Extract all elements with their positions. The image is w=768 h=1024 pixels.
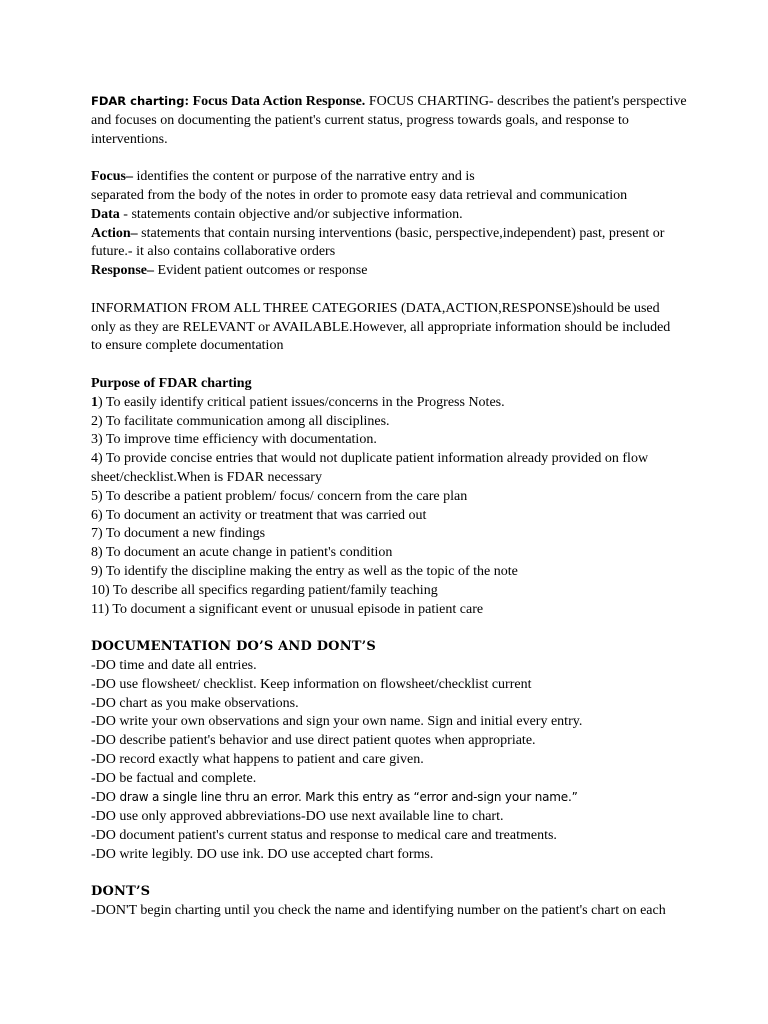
purpose-item-1-number: 1 (91, 394, 98, 410)
data-term: Data (91, 206, 120, 222)
purpose-item-1-text: ) To easily identify critical patient issues/concerns in the Progress Notes. (98, 394, 505, 410)
intro-line-1-rest: FOCUS CHARTING- describes the patient's perspective (365, 94, 687, 109)
focus-definition-line-1 (91, 168, 691, 187)
focus-term: Focus– (91, 169, 133, 185)
action-text: statements that contain nursing interventions (basic, perspective,independent) past, present or (137, 225, 665, 241)
spacer (91, 281, 691, 300)
purpose-item: 2) To facilitate communication among all disciplines. (91, 413, 390, 429)
purpose-item-1 (91, 394, 691, 413)
response-definition (91, 262, 691, 281)
purpose-item: 9) To identify the discipline making the entry as well as the topic of the note (91, 563, 518, 579)
purpose-item: 7) To document a new findings (91, 526, 266, 542)
information-line-2: only as they are RELEVANT or AVAILABLE.However, all appropriate information should be included (91, 319, 671, 335)
fdar-label: FDAR charting (91, 94, 185, 108)
do-item: -DO describe patient's behavior and use direct patient quotes when appropriate. (91, 733, 536, 749)
information-line-1: INFORMATION FROM ALL THREE CATEGORIES (DATA,ACTION,RESPONSE)should be used (91, 300, 660, 316)
document-body (91, 92, 691, 921)
spacer (91, 356, 691, 375)
do-item: -DO chart as you make observations. (91, 695, 299, 711)
intro-line-1 (91, 92, 691, 112)
purpose-item: 8) To document an acute change in patient's condition (91, 545, 393, 561)
focus-text: identifies the content or purpose of the narrative entry and is (133, 169, 475, 185)
do-item-error-prefix: -DO (91, 790, 116, 806)
purpose-item: 11) To document a significant event or unusual episode in patient care (91, 601, 484, 617)
do-item-error (91, 788, 691, 808)
do-item: -DO be factual and complete. (91, 770, 257, 786)
intro-line-3: interventions. (91, 131, 168, 147)
data-definition (91, 206, 691, 225)
focus-definition-line-2: separated from the body of the notes in order to promote easy data retrieval and communication (91, 187, 628, 203)
purpose-item: 3) To improve time efficiency with documentation. (91, 432, 377, 448)
dont-item: -DON'T begin charting until you check the name and identifying number on the patient's chart on each (91, 903, 666, 919)
data-text: - statements contain objective and/or subjective information. (119, 206, 463, 222)
intro-line-2: and focuses on documenting the patient's current status, progress towards goals, and response to (91, 112, 629, 128)
do-item-error-text: draw a single line thru an error. Mark this entry as “error and-sign your name.” (115, 790, 578, 805)
action-term: Action– (91, 225, 138, 241)
spacer (91, 865, 691, 884)
purpose-heading: Purpose of FDAR charting (91, 375, 252, 391)
information-line-3: to ensure complete documentation (91, 338, 284, 354)
purpose-item: 6) To document an activity or treatment that was carried out (91, 507, 427, 523)
purpose-item: 5) To describe a patient problem/ focus/ concern from the care plan (91, 488, 468, 504)
spacer (91, 619, 691, 638)
donts-heading: DONT’S (91, 884, 151, 900)
do-item: -DO use only approved abbreviations-DO use next available line to chart. (91, 809, 504, 825)
action-definition-line-1 (91, 225, 691, 244)
do-item: -DO record exactly what happens to patient and care given. (91, 751, 424, 767)
action-definition-line-2: future.- it also contains collaborative orders (91, 244, 336, 260)
purpose-item: sheet/checklist.When is FDAR necessary (91, 469, 322, 485)
do-item: -DO time and date all entries. (91, 657, 257, 673)
spacer (91, 149, 691, 168)
response-text: Evident patient outcomes or response (154, 263, 368, 279)
dos-heading: DOCUMENTATION DO’S AND DONT’S (91, 639, 376, 655)
response-term: Response– (91, 263, 155, 279)
do-item: -DO use flowsheet/ checklist. Keep information on flowsheet/checklist current (91, 676, 532, 692)
purpose-item: 10) To describe all specifics regarding patient/family teaching (91, 582, 438, 598)
do-item: -DO document patient's current status and response to medical care and treatments. (91, 828, 557, 844)
purpose-item: 4) To provide concise entries that would not duplicate patient information already provided on flow (91, 451, 649, 467)
do-item: -DO write legibly. DO use ink. DO use accepted chart forms. (91, 846, 434, 862)
fdar-title: : Focus Data Action Response. (184, 94, 366, 109)
do-item: -DO write your own observations and sign your own name. Sign and initial every entry. (91, 714, 583, 730)
